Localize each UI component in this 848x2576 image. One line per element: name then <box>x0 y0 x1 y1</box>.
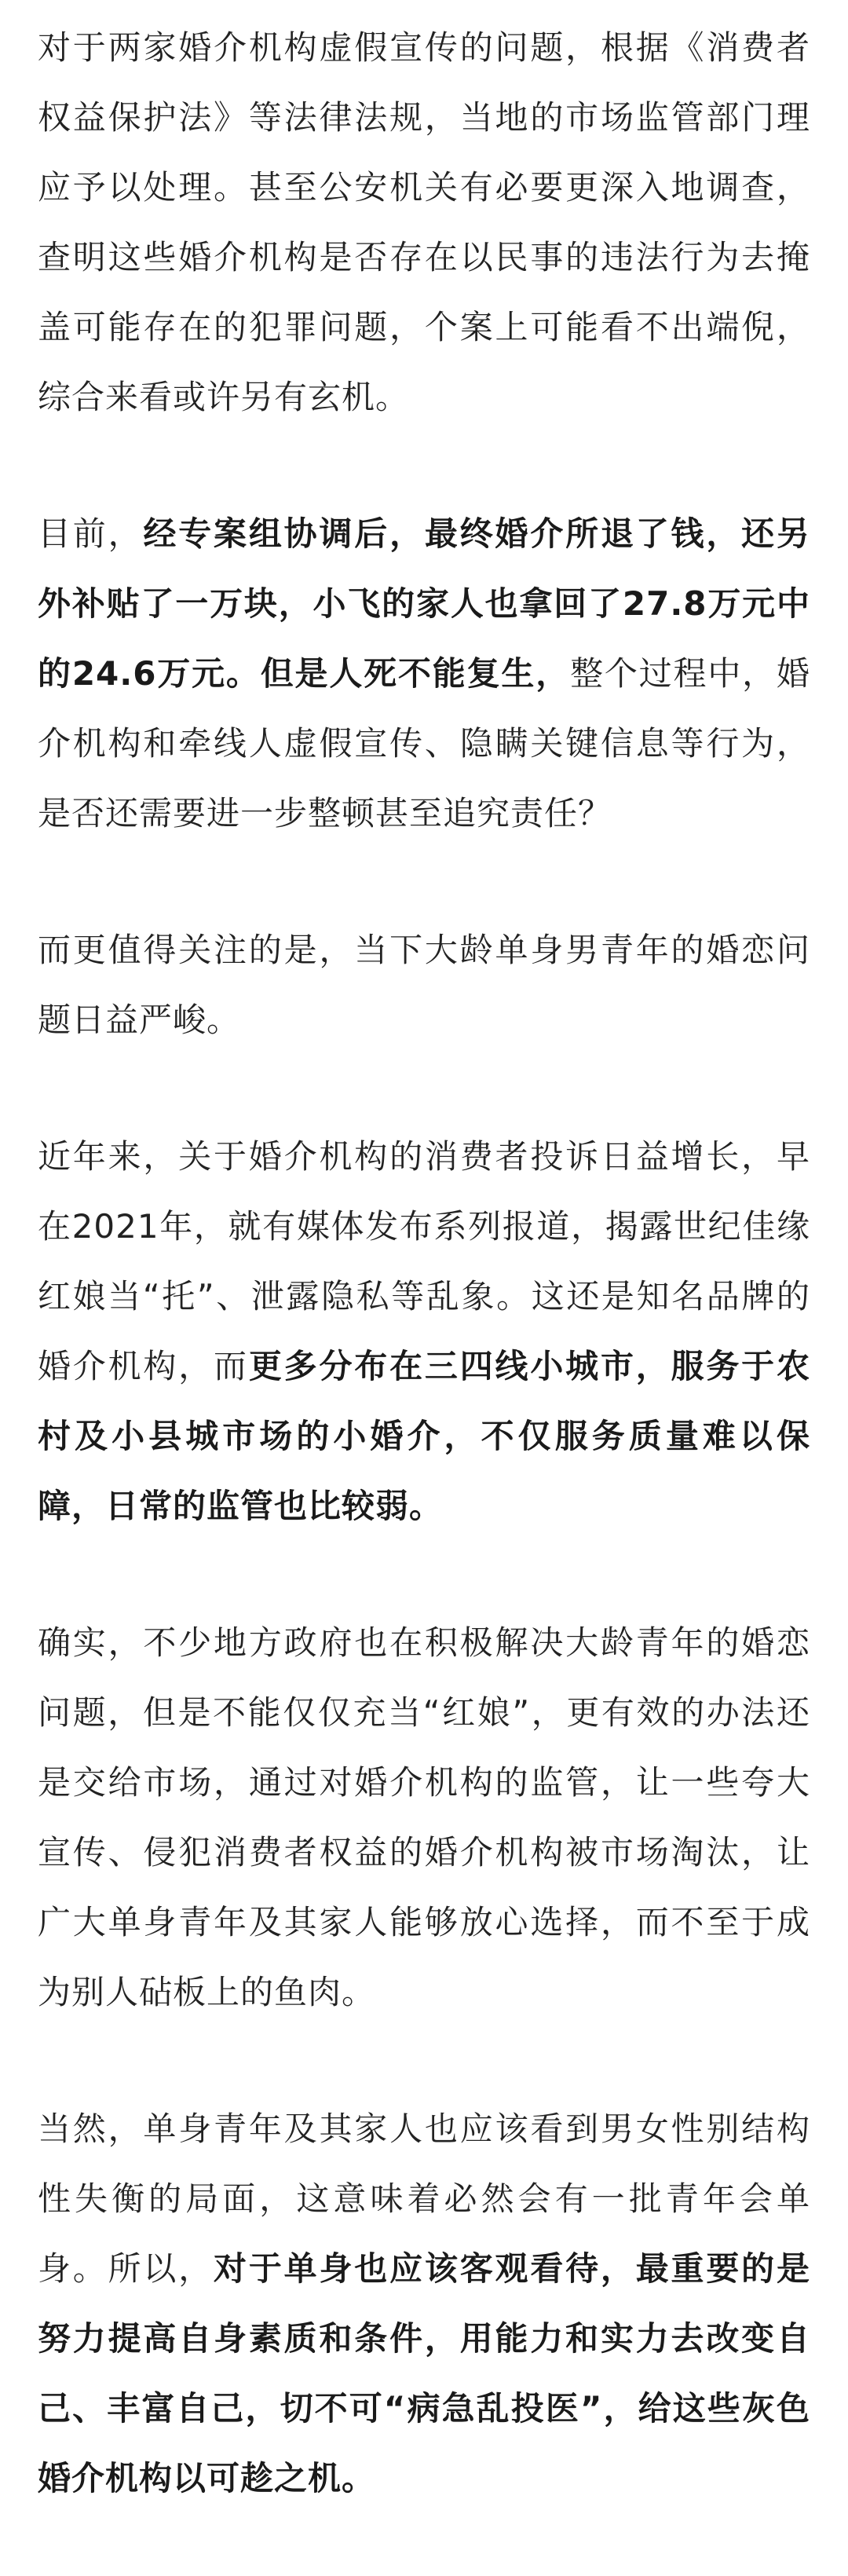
paragraph-government <box>38 1608 810 2027</box>
paragraph-text: 确实，不少地方政府也在积极解决大龄青年的婚恋问题，但是不能仅仅充当“红娘”，更有效的办法还是交给市场，通过对婚介机构的监管，让一些夸大宣传、侵犯消费者权益的婚介机构被市场淘汰，让广大单身青年及其家人能够放心选择，而不至于成为别人砧板上的鱼肉。 <box>38 1623 810 2011</box>
paragraph-text: 而更值得关注的是，当下大龄单身男青年的婚恋问题日益严峻。 <box>38 931 810 1039</box>
paragraph-attention <box>38 915 810 1055</box>
paragraph-bold-text: 对于单身也应该客观看待，最重要的是努力提高自身素质和条件，用能力和实力去改变自己、丰富自己，切不可“病急乱投医”，给这些灰色婚介机构以可趁之机。 <box>38 2249 810 2497</box>
paragraph-text: 近年来，关于婚介机构的消费者投诉日益增长，早在2021年，就有媒体发布系列报道，揭露世纪佳缘红娘当“托”、泄露隐私等乱象。这还是知名品牌的婚介机构，而 <box>38 1137 810 1385</box>
paragraph-text: 目前， <box>38 514 144 553</box>
paragraph-complaints <box>38 1122 810 1541</box>
paragraph-text: 整个过程中，婚介机构和牵线人虚假宣传、隐瞒关键信息等行为，是否还需要进一步整顿甚至追究责任？ <box>38 654 810 832</box>
paragraph-bold-text: 经专案组协调后，最终婚介所退了钱，还另外补贴了一万块，小飞的家人也拿回了27.8万元中的24.6万元。但是人死不能复生， <box>38 514 810 693</box>
paragraph-law-enforcement <box>38 13 810 432</box>
paragraph-bold-text: 更多分布在三四线小城市，服务于农村及小县城市场的小婚介，不仅服务质量难以保障，日常的监管也比较弱。 <box>38 1347 810 1525</box>
paragraph-refund <box>38 499 810 848</box>
paragraph-text: 当然，单身青年及其家人也应该看到男女性别结构性失衡的局面，这意味着必然会有一批青年会单身。所以， <box>38 2109 810 2288</box>
paragraph-text: 对于两家婚介机构虚假宣传的问题，根据《消费者权益保护法》等法律法规，当地的市场监管部门理应予以处理。甚至公安机关有必要更深入地调查，查明这些婚介机构是否存在以民事的违法行为去掩盖可能存在的犯罪问题，个案上可能看不出端倪，综合来看或许另有玄机。 <box>38 28 810 416</box>
paragraph-conclusion <box>38 2094 810 2513</box>
